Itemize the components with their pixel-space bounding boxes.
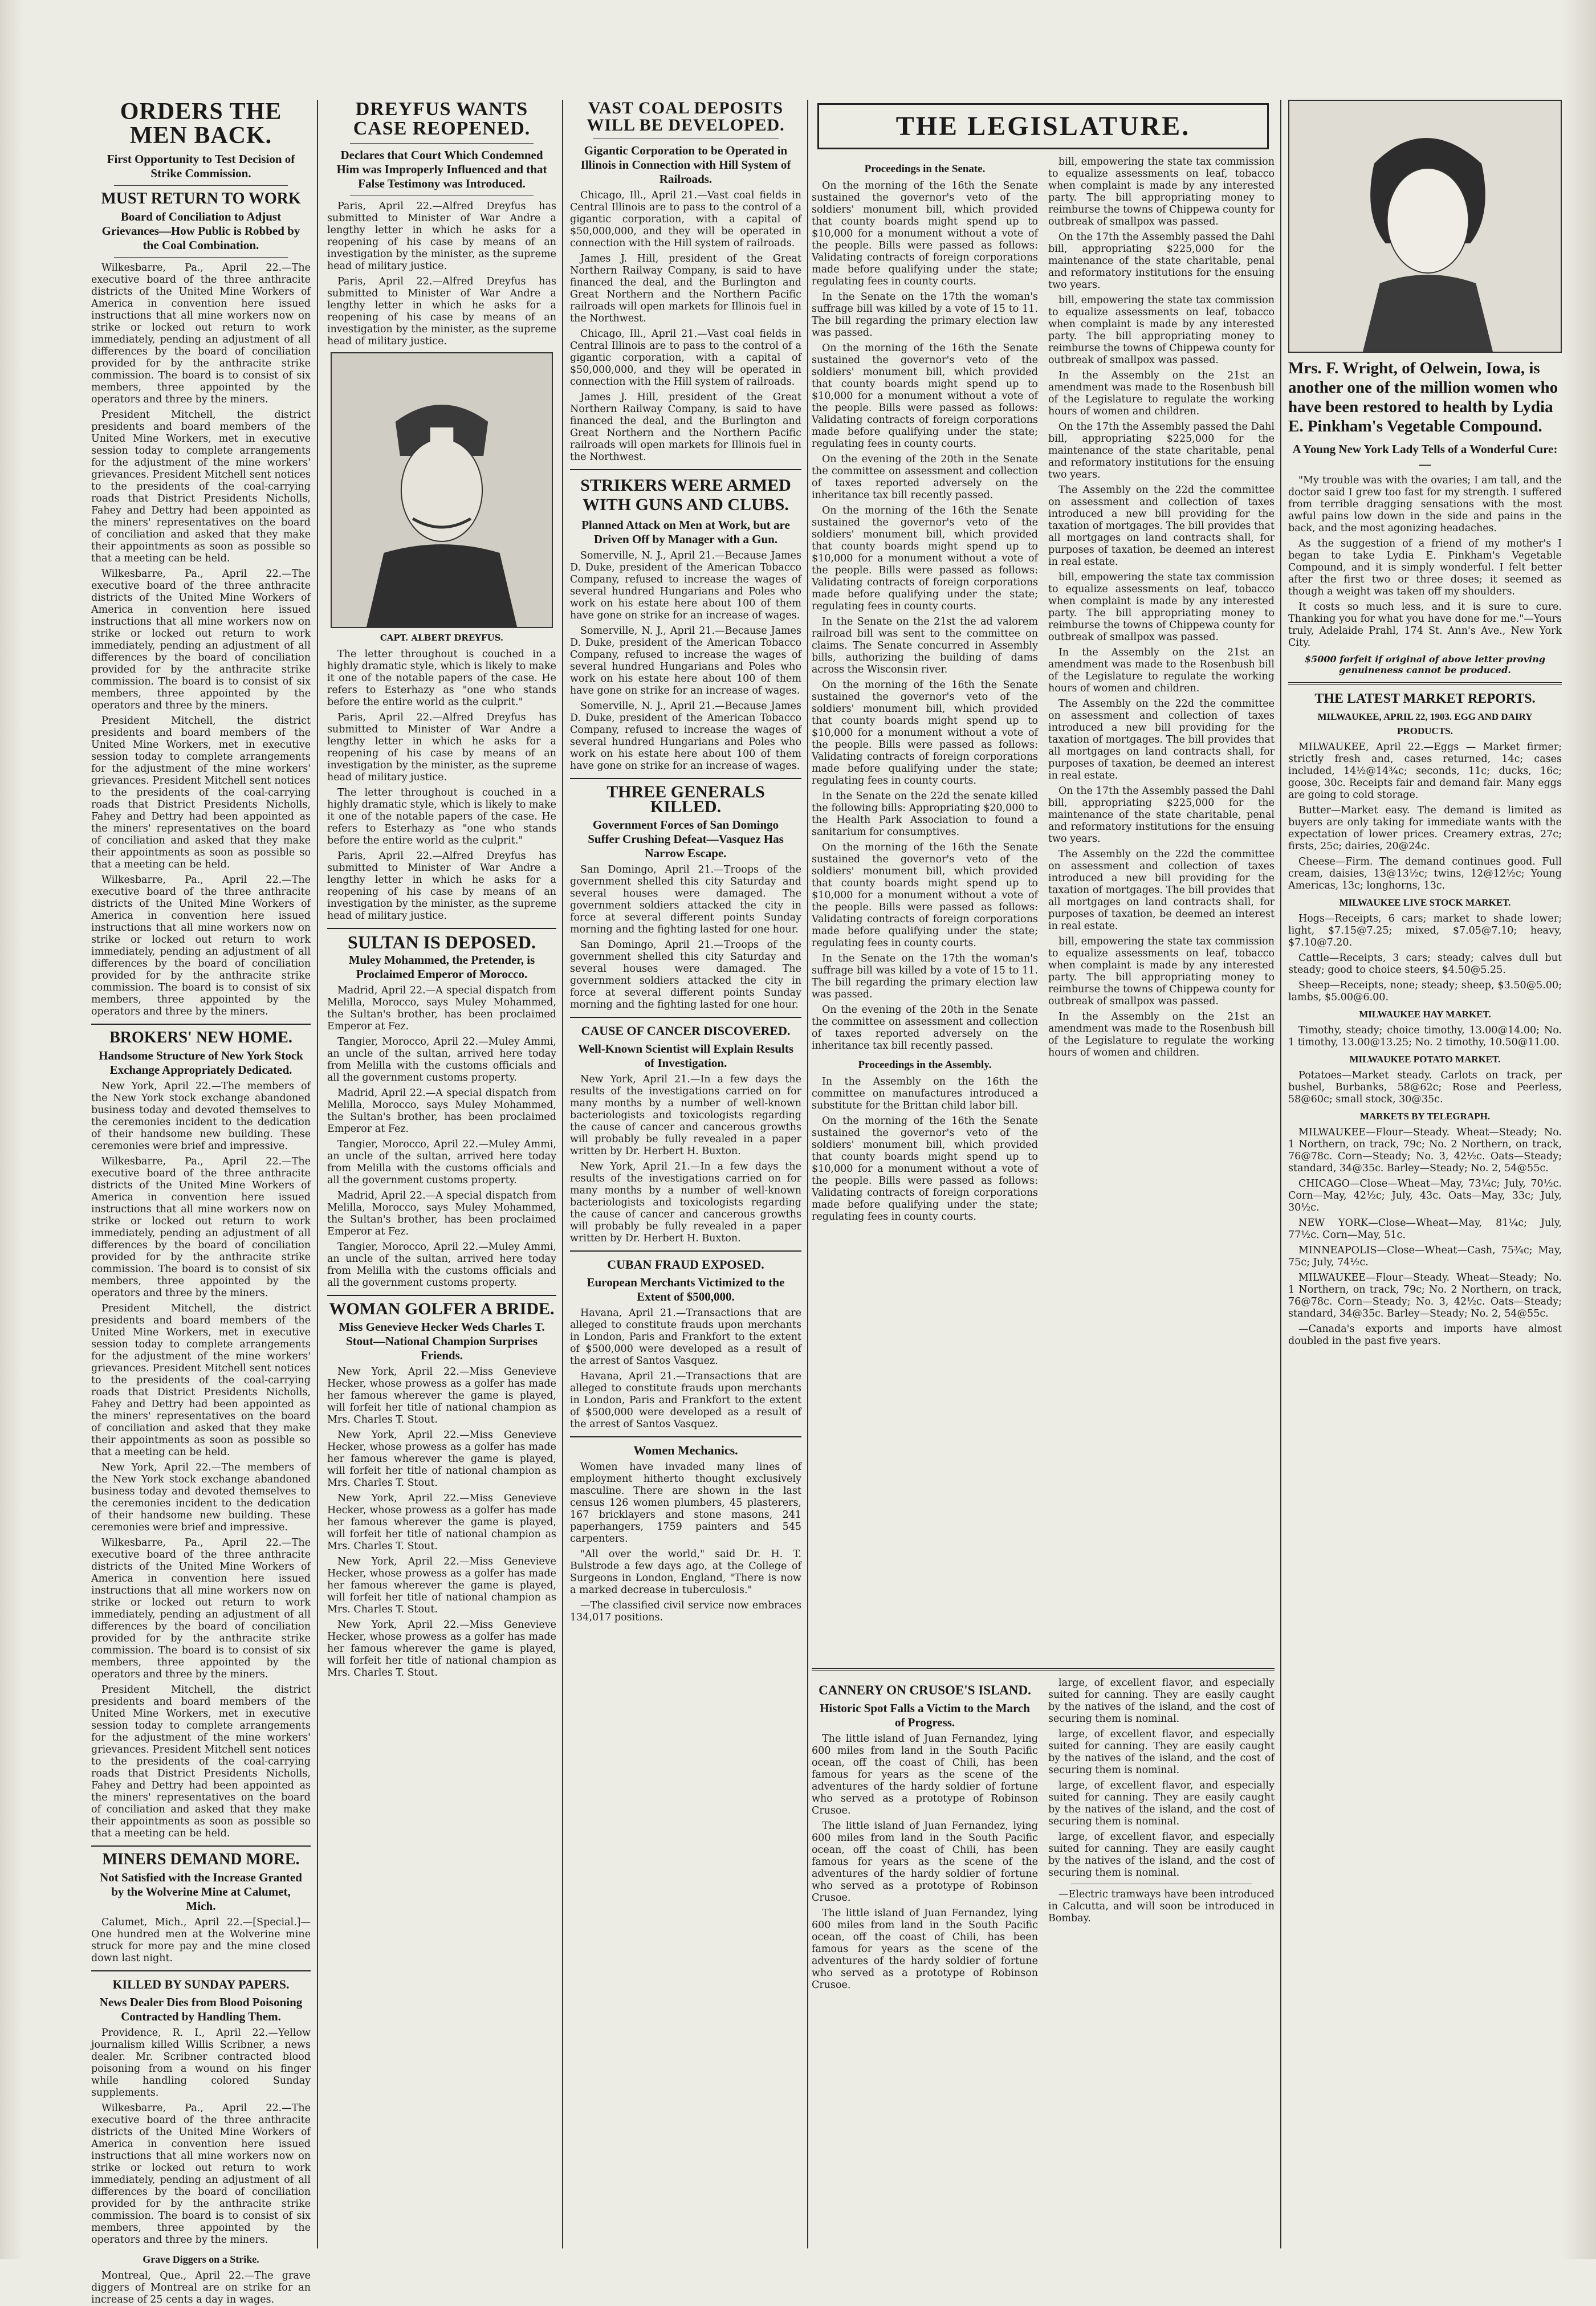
article-text: San Domingo, April 21.—Troops of the government shelled this city Saturday and several houses were damaged. The government soldiers attacked the city in force at several different points Sunday morning and the fighting lasted for one hour. <box>570 939 801 1011</box>
deck: Gigantic Corporation to be Operated in Illinois in Connection with Hill System of Railroads. <box>580 144 791 186</box>
article-text: New York, April 22.—Miss Genevieve Hecker, whose prowess as a golfer has made her famous wherever the game is played, will forfeit her title of national champion as Mrs. Charles T. Stout. <box>327 1619 556 1678</box>
divider <box>570 469 801 470</box>
article-text: Montreal, Que., April 22.—The grave diggers of Montreal are on strike for an increase of 25 cents a day in wages. <box>91 2270 311 2305</box>
article-text: The Assembly on the 22d the committee on assessment and collection of taxes introduced a new bill providing for the taxation of mortgages. The bill provides that all mortgages on land contracts shall, for purposes of taxation, be deemed an interest in real estate. <box>1048 484 1275 568</box>
market-text: Cattle—Receipts, 3 cars; steady; calves dull but steady; good to choice steers, $4.50@5.25. <box>1288 952 1562 976</box>
article-text: President Mitchell, the district presidents and board members of the United Mine Workers, met in executive session today to complete arrangements for the adjustment of the mine workers' grievances. President Mitchell sent notices to the presidents of the coal-carrying roads that District Presidents Nicholls, Fahey and Dettry had been appointed as the miners' representatives on the board of conciliation and asked that they make their appointments as soon as possible so that a meeting can be held. <box>91 715 311 870</box>
deck: MILWAUKEE, APRIL 22, 1903. EGG AND DAIRY PRODUCTS. <box>1317 711 1533 736</box>
subhead: WOMAN GOLFER A BRIDE. <box>329 1299 555 1318</box>
divider <box>570 1436 801 1437</box>
deck: Handsome Structure of New York Stock Exchange Appropriately Dedicated. <box>99 1049 303 1077</box>
article-text: Wilkesbarre, Pa., April 22.—The executive board of the three anthracite districts of the United Mine Workers of America in convention here issued instructions that all mine workers now on strike or locked out return to work immediately, pending an adjustment of all differences by the board of conciliation provided for by the anthracite strike commission. The board is to consist of six members, three appointed by the operators and three by the miners. <box>91 874 311 1017</box>
article-text: In the Assembly on the 21st an amendment was made to the Rosenbush bill of the Legislature to regulate the working hours of women and children. <box>1048 647 1275 694</box>
column-rule <box>562 100 563 2248</box>
headline-dreyfus: DREYFUS WANTS CASE REOPENED. <box>353 99 531 139</box>
article-text: Tangier, Morocco, April 22.—Muley Ammi, an uncle of the sultan, arrived here today from Melilla with the customs officials and all the government customs property. <box>327 1139 556 1186</box>
market-text: NEW YORK—Close—Wheat—May, 81¼c; July, 77½c. Corn—May, 51c. <box>1288 1217 1562 1241</box>
deck: Muley Mohammed, the Pretender, is Proclaimed Emperor of Morocco. <box>348 953 535 981</box>
column-3 <box>570 100 801 2248</box>
column-rule <box>807 100 808 2248</box>
subhead: BROKERS' NEW HOME. <box>109 1029 292 1046</box>
divider <box>91 1024 311 1025</box>
column-rule <box>317 100 318 2248</box>
article-text: On the morning of the 16th the Senate sustained the governor's veto of the soldiers' monument bill, which provided that county boards might spend up to $10,000 for a monument without a vote of the people. Bills were passed as follows: Validating contracts of foreign corporations made before qualifying under the state; regulating fees in county courts. <box>812 1115 1038 1223</box>
article-text: New York, April 22.—Miss Genevieve Hecker, whose prowess as a golfer has made her famous wherever the game is played, will forfeit her title of national champion as Mrs. Charles T. Stout. <box>327 1556 556 1615</box>
divider <box>114 257 288 258</box>
deck: News Dealer Dies from Blood Poisoning Contracted by Handling Them. <box>99 1995 303 2023</box>
headline-legislature: THE LEGISLATURE. <box>895 111 1191 141</box>
market-text: Hogs—Receipts, 6 cars; market to shade lower; light, $7.15@7.25; mixed, $7.05@7.10; heavy, $7.10@7.20. <box>1288 913 1562 948</box>
article-text: On the morning of the 16th the Senate sustained the governor's veto of the soldiers' monument bill, which provided that county boards might spend up to $10,000 for a monument without a vote of the people. Bills were passed as follows: Validating contracts of foreign corporations made before qualifying under the state; regulating fees in county courts. <box>812 505 1038 612</box>
article-text: Somerville, N. J., April 21.—Because James D. Duke, president of the American Tobacco Company, refused to increase the wages of several hundred Hungarians and Poles who work on his estate here about 100 of them have gone on strike for an increase of wages. <box>570 700 801 772</box>
article-text: On the evening of the 20th in the Senate the committee on assessment and collection of taxes reported adversely on the inheritance tax bill recently passed. <box>812 1004 1038 1052</box>
article-text: Wilkesbarre, Pa., April 22.—The executive board of the three anthracite districts of the United Mine Workers of America in convention here issued instructions that all mine workers now on strike or locked out return to work immediately, pending an adjustment of all differences by the board of conciliation provided for by the anthracite strike commission. The board is to consist of six members, three appointed by the operators and three by the miners. <box>91 1156 311 1299</box>
dreyfus-portrait <box>331 352 553 628</box>
article-text: New York, April 21.—In a few days the results of the investigations carried on for many months by a number of well-known bacteriologists and toxicologists regarding the cause of cancer and cancerous growths will probably be fully revealed in a paper written by Dr. Herbert H. Buxton. <box>570 1161 801 1244</box>
article-text: Havana, April 21.—Transactions that are alleged to constitute frauds upon merchants in London, Paris and Frankfort to the extent of $500,000 were developed as a result of the arrest of Santos Vasquez. <box>570 1307 801 1367</box>
divider <box>570 778 801 779</box>
article-text: Calumet, Mich., April 22.—[Special.]—One hundred men at the Wolverine mine struck for more pay and the mine closed down last night. <box>91 1917 311 1964</box>
ad-text: It costs so much less, and it is sure to cure. Thanking you for what you have done for me."—Yours truly, Adelaide Prahl, 174 St. Ann's Ave., New York City. <box>1288 601 1562 649</box>
article-text: In the Assembly on the 21st an amendment was made to the Rosenbush bill of the Legislature to regulate the working hours of women and children. <box>1048 370 1275 417</box>
subhead: MINERS DEMAND MORE. <box>102 1851 300 1868</box>
article-text: The little island of Juan Fernandez, lying 600 miles from land in the South Pacific ocean, off the coast of Chili, has been famous for years as the scene of the adventures of the hardy soldier of fortune who served as a prototype of Robinson Crusoe. <box>812 1733 1038 1816</box>
article-text: The letter throughout is couched in a highly dramatic style, which is likely to make it one of the notable papers of the case. He refers to Esterhazy as "one who stands before the entire world as the culprit." <box>327 787 556 846</box>
article-text: Wilkesbarre, Pa., April 22.—The executive board of the three anthracite districts of the United Mine Workers of America in convention here issued instructions that all mine workers now on strike or locked out return to work immediately, pending an adjustment of all differences by the board of conciliation provided for by the anthracite strike commission. The board is to consist of six members, three appointed by the operators and three by the miners. <box>91 262 311 405</box>
market-text: Sheep—Receipts, none; steady; sheep, $3.50@5.00; lambs, $5.00@6.00. <box>1288 980 1562 1003</box>
article-text: In the Senate on the 17th the woman's suffrage bill was killed by a vote of 15 to 11. The bill regarding the primary election law was passed. <box>812 953 1038 1000</box>
article-text: large, of excellent flavor, and especially suited for canning. They are easily caught by the natives of the island, and the cost of securing them is nominal. <box>1048 1780 1275 1827</box>
article-text: The Assembly on the 22d the committee on assessment and collection of taxes introduced a new bill providing for the taxation of mortgages. The bill provides that all mortgages on land contracts shall, for purposes of taxation, be deemed an interest in real estate. <box>1048 849 1275 932</box>
subhead: KILLED BY SUNDAY PAPERS. <box>112 1977 290 1991</box>
divider <box>593 138 779 139</box>
legislature-right <box>1048 156 1275 1227</box>
legislature-left <box>812 156 1038 1227</box>
column-2 <box>327 100 556 2248</box>
divider <box>91 1845 311 1847</box>
article-text: The little island of Juan Fernandez, lying 600 miles from land in the South Pacific ocean, off the coast of Chili, has been famous for years as the scene of the adventures of the hardy soldier of fortune who served as a prototype of Robinson Crusoe. <box>812 1820 1038 1904</box>
headline-coal-deposits: VAST COAL DEPOSITS WILL BE DEVELOPED. <box>587 99 785 135</box>
headline-orders-men-back: ORDERS THE MEN BACK. <box>120 99 282 149</box>
divider <box>114 185 288 186</box>
market-text: MILWAUKEE, April 22.—Eggs — Market firmer; strictly fresh and, cases returned, 14c; cases included, 14½@14¾c; seconds, 11c; ducks, 16c; goose, 30c. Receipts fair and demand fair. Many eggs are going to cold storage. <box>1288 741 1562 801</box>
portrait-engraving-icon <box>332 353 552 627</box>
ad-subhead: A Young New York Lady Tells of a Wonderful Cure:— <box>1292 442 1558 471</box>
article-text: On the morning of the 16th the Senate sustained the governor's veto of the soldiers' monument bill, which provided that county boards might spend up to $10,000 for a monument without a vote of the people. Bills were passed as follows: Validating contracts of foreign corporations made before qualifying under the state; regulating fees in county courts. <box>812 679 1038 787</box>
article-text: Chicago, Ill., April 21.—Vast coal fields in Central Illinois are to pass to the control of a gigantic corporation, with a capital of $50,000,000, and they will be operated in connection with the Hill system of railroads. <box>570 190 801 249</box>
market-text: MINNEAPOLIS—Close—Wheat—Cash, 75¾c; May, 75c; July, 74½c. <box>1288 1245 1562 1268</box>
article-text: "All over the world," said Dr. H. T. Bulstrode a few days ago, at the College of Surgeons in London, England, "There is now a marked decrease in tuberculosis." <box>570 1549 801 1596</box>
deck: MARKETS BY TELEGRAPH. <box>1359 1111 1491 1122</box>
article-text: large, of excellent flavor, and especially suited for canning. They are easily caught by the natives of the island, and the cost of securing them is nominal. <box>1048 1677 1275 1725</box>
article-text: On the morning of the 16th the Senate sustained the governor's veto of the soldiers' monument bill, which provided that county boards might spend up to $10,000 for a monument without a vote of the people. Bills were passed as follows: Validating contracts of foreign corporations made before qualifying under the state; regulating fees in county courts. <box>812 842 1038 949</box>
article-text: Women have invaded many lines of employment hitherto thought exclusively masculine. There are shown in the last census 126 women plumbers, 45 plasterers, 167 bricklayers and stone masons, 241 paperhangers, 1759 painters and 545 carpenters. <box>570 1461 801 1545</box>
deck: MILWAUKEE POTATO MARKET. <box>1349 1054 1501 1065</box>
article-text: New York, April 21.—In a few days the results of the investigations carried on for many months by a number of well-known bacteriologists and toxicologists regarding the cause of cancer and cancerous growths will probably be fully revealed in a paper written by Dr. Herbert H. Buxton. <box>570 1074 801 1157</box>
article-text: The letter throughout is couched in a highly dramatic style, which is likely to make it one of the notable papers of the case. He refers to Esterhazy as "one who stands before the entire world as the culprit." <box>327 649 556 708</box>
article-text: —Electric tramways have been introduced in Calcutta, and will soon be introduced in Bombay. <box>1048 1889 1275 1924</box>
article-text: In the Senate on the 17th the woman's suffrage bill was killed by a vote of 15 to 11. The bill regarding the primary election law was passed. <box>812 291 1038 339</box>
deck: Historic Spot Falls a Victim to the March of Progress. <box>820 1701 1030 1729</box>
article-text: San Domingo, April 21.—Troops of the government shelled this city Saturday and several houses were damaged. The government soldiers attacked the city in force at several different points Sunday morning and the fighting lasted for one hour. <box>570 864 801 935</box>
ad-portrait <box>1288 100 1562 353</box>
deck: Government Forces of San Domingo Suffer Crushing Defeat—Vasquez Has Narrow Escape. <box>588 818 784 860</box>
article-text: In the Assembly on the 21st an amendment was made to the Rosenbush bill of the Legislature to regulate the working hours of women and children. <box>1048 1011 1275 1058</box>
subhead: STRIKERS WERE ARMED WITH GUNS AND CLUBS. <box>580 476 791 514</box>
article-text: Wilkesbarre, Pa., April 22.—The executive board of the three anthracite districts of the United Mine Workers of America in convention here issued instructions that all mine workers now on strike or locked out return to work immediately, pending an adjustment of all differences by the board of conciliation provided for by the anthracite strike commission. The board is to consist of six members, three appointed by the operators and three by the miners. <box>91 568 311 711</box>
article-text: On the 17th the Assembly passed the Dahl bill, appropriating $225,000 for the maintenance of the state charitable, penal and reformatory institutions for the ensuing two years. <box>1048 785 1275 845</box>
market-text: Butter—Market easy. The demand is limited as buyers are only taking for immediate wants with the expectation of lower prices. Creamery extras, 27c; firsts, 25c; dairies, 20@24c. <box>1288 805 1562 852</box>
article-text: James J. Hill, president of the Great Northern Railway Company, is said to have financed the deal, and the Burlington and Great Northern and the Northern Pacific railroads will open markets for Illinois fuel in the Northwest. <box>570 392 801 463</box>
divider <box>570 1250 801 1252</box>
divider <box>1288 682 1562 685</box>
deck: MILWAUKEE LIVE STOCK MARKET. <box>1339 897 1511 908</box>
article-text: large, of excellent flavor, and especially suited for canning. They are easily caught by the natives of the island, and the cost of securing them is nominal. <box>1048 1831 1275 1879</box>
article-text: large, of excellent flavor, and especially suited for canning. They are easily caught by the natives of the island, and the cost of securing them is nominal. <box>1048 1729 1275 1776</box>
article-text: Chicago, Ill., April 21.—Vast coal fields in Central Illinois are to pass to the control of a gigantic corporation, with a capital of $50,000,000, and they will be operated in connection with the Hill system of railroads. <box>570 328 801 388</box>
subhead: Proceedings in the Senate. <box>864 163 986 175</box>
column-1 <box>91 99 311 2305</box>
ad-forfeit-notice: $5000 forfeit if original of above letter proving genuineness cannot be produced. <box>1304 654 1546 675</box>
deck: Miss Genevieve Hecker Weds Charles T. Stout—National Champion Surprises Friends. <box>339 1320 545 1362</box>
market-text: Potatoes—Market steady. Carlots on track, per bushel, Burbanks, 58@62c; Rose and Peerless, 58@60c; small stock, 30@35c. <box>1288 1070 1562 1105</box>
article-text: Paris, April 22.—Alfred Dreyfus has submitted to Minister of War Andre a lengthy letter in which he asks for a reopening of his case by means of an investigation by the minister, as the supreme head of military justice. <box>327 712 556 783</box>
article-text: New York, April 22.—The members of the New York stock exchange abandoned business today and devoted themselves to the ceremonies incident to the dedication of their handsome new building. These ceremonies were brief and impressive. <box>91 1462 311 1533</box>
article-text: —The classified civil service now embraces 134,017 positions. <box>570 1600 801 1623</box>
divider <box>327 1295 556 1296</box>
article-text: President Mitchell, the district presidents and board members of the United Mine Workers, met in executive session today to complete arrangements for the adjustment of the mine workers' grievances. President Mitchell sent notices to the presidents of the coal-carrying roads that District Presidents Nicholls, Fahey and Dettry had been appointed as the miners' representatives on the board of conciliation and asked that they make their appointments as soon as possible so that a meeting can be held. <box>91 409 311 564</box>
article-text: Tangier, Morocco, April 22.—Muley Ammi, an uncle of the sultan, arrived here today from Melilla with the customs officials and all the government customs property. <box>327 1241 556 1289</box>
deck: Planned Attack on Men at Work, but are Driven Off by Manager with a Gun. <box>581 518 790 546</box>
ad-text: "My trouble was with the ovaries; I am tall, and the doctor said I grew too fast for my strength. I suffered from terrible dragging sensations with the most awful pains low down in the side and pains in the back, and the most agonizing headaches. <box>1288 475 1562 534</box>
article-text: New York, April 22.—Miss Genevieve Hecker, whose prowess as a golfer has made her famous wherever the game is played, will forfeit her title of national champion as Mrs. Charles T. Stout. <box>327 1366 556 1425</box>
divider <box>570 1017 801 1018</box>
article-text: On the morning of the 16th the Senate sustained the governor's veto of the soldiers' monument bill, which provided that county boards might spend up to $10,000 for a monument without a vote of the people. Bills were passed as follows: Validating contracts of foreign corporations made before qualifying under the state; regulating fees in county courts. <box>812 180 1038 287</box>
subhead: MUST RETURN TO WORK <box>101 190 301 207</box>
market-text: Timothy, steady; choice timothy, 13.00@14.00; No. 1 timothy, 13.00@13.25; No. 2 timothy, 10.50@11.00. <box>1288 1025 1562 1048</box>
article-text: Paris, April 22.—Alfred Dreyfus has submitted to Minister of War Andre a lengthy letter in which he asks for a reopening of his case by means of an investigation by the minister, as the supreme head of military justice. <box>327 201 556 272</box>
article-text: Providence, R. I., April 22.—Yellow journalism killed Willis Scribner, a news dealer. Mr. Scribner contracted blood poisoning from a wound on his finger while handling colored Sunday supplements. <box>91 2027 311 2099</box>
article-text: Madrid, April 22.—A special dispatch from Melilla, Morocco, says Muley Mohammed, the Sultan's brother, has been proclaimed Emperor at Fez. <box>327 985 556 1032</box>
article-text: New York, April 22.—Miss Genevieve Hecker, whose prowess as a golfer has made her famous wherever the game is played, will forfeit her title of national champion as Mrs. Charles T. Stout. <box>327 1429 556 1489</box>
article-text: On the 17th the Assembly passed the Dahl bill, appropriating $225,000 for the maintenance of the state charitable, penal and reformatory institutions for the ensuing two years. <box>1048 421 1275 480</box>
market-text: CHICAGO—Close—Wheat—May, 73¼c; July, 70½c. Corn—May, 42½c; July, 43c. Oats—May, 33c; July, 30½c. <box>1288 1178 1562 1213</box>
subhead: Women Mechanics. <box>633 1443 738 1457</box>
market-text: MILWAUKEE—Flour—Steady. Wheat—Steady; No. 1 Northern, on track, 79c; No. 2 Northern, on track, 76@78c. Corn—Steady; No. 3, 42½c. Oats—Steady; standard, 34@35c. Barley—Steady; No. 2, 54@55c. <box>1288 1272 1562 1319</box>
divider <box>327 928 556 929</box>
article-text: Somerville, N. J., April 21.—Because James D. Duke, president of the American Tobacco Company, refused to increase the wages of several hundred Hungarians and Poles who work on his estate here about 100 of them have gone on strike for an increase of wages. <box>570 550 801 621</box>
divider <box>91 1970 311 1971</box>
article-text: Paris, April 22.—Alfred Dreyfus has submitted to Minister of War Andre a lengthy letter in which he asks for a reopening of his case by means of an investigation by the minister, as the supreme head of military justice. <box>327 850 556 922</box>
market-text: MILWAUKEE—Flour—Steady. Wheat—Steady; No. 1 Northern, on track, 79c; No. 2 Northern, on track, 76@78c. Corn—Steady; No. 3, 42½c. Oats—Steady; standard, 34@35c. Barley—Steady; No. 2, 54@55c. <box>1288 1127 1562 1174</box>
deck: Declares that Court Which Condemned Him was Improperly Influenced and that False Testimony was Introduced. <box>336 148 547 190</box>
subhead: CANNERY ON CRUSOE'S ISLAND. <box>819 1683 1031 1697</box>
ad-text: As the suggestion of a friend of my mother's I began to take Lydia E. Pinkham's Vegetable Compound, and it is simply wonderful. I felt better after the first two or three doses; it seemed as though a weight was taken off my shoulders. <box>1288 538 1562 597</box>
markets-headline: THE LATEST MARKET REPORTS. <box>1314 691 1536 706</box>
article-text: On the morning of the 16th the Senate sustained the governor's veto of the soldiers' monument bill, which provided that county boards might spend up to $10,000 for a monument without a vote of the people. Bills were passed as follows: Validating contracts of foreign corporations made before qualifying under the state; regulating fees in county courts. <box>812 343 1038 450</box>
article-text: Madrid, April 22.—A special dispatch from Melilla, Morocco, says Muley Mohammed, the Sultan's brother, has been proclaimed Emperor at Fez. <box>327 1087 556 1135</box>
deck: European Merchants Victimized to the Extent of $500,000. <box>587 1276 785 1303</box>
subhead: Grave Diggers on a Strike. <box>142 2254 259 2265</box>
subhead: SULTAN IS DEPOSED. <box>348 932 536 952</box>
legislature-headline-box <box>817 103 1269 149</box>
article-text: bill, empowering the state tax commission to equalize assessments on leaf, tobacco when complaint is made by any interested party. The bill appropriating money to reimburse the towns of Chippewa county for outbreak of smallpox was passed. <box>1048 936 1275 1007</box>
cannery-columns <box>812 1677 1275 1995</box>
legislature-columns <box>812 156 1275 1227</box>
article-text: The little island of Juan Fernandez, lying 600 miles from land in the South Pacific ocean, off the coast of Chili, has been famous for years as the scene of the adventures of the hardy soldier of fortune who served as a prototype of Robinson Crusoe. <box>812 1908 1038 1991</box>
market-text: —Canada's exports and imports have almost doubled in the past five years. <box>1288 1323 1562 1347</box>
column-6 <box>1288 100 1562 2248</box>
ad-lead: Mrs. F. Wright, of Oelwein, Iowa, is another one of the million women who have been restored to health by Lydia E. Pinkham's Vegetable Compound. <box>1288 359 1558 435</box>
article-text: In the Assembly on the 16th the committee on manufactures introduced a substitute for the Brittan child labor bill. <box>812 1076 1038 1111</box>
article-text: President Mitchell, the district presidents and board members of the United Mine Workers, met in executive session today to complete arrangements for the adjustment of the mine workers' grievances. President Mitchell sent notices to the presidents of the coal-carrying roads that District Presidents Nicholls, Fahey and Dettry had been appointed as the miners' representatives on the board of conciliation and asked that they make their appointments as soon as possible so that a meeting can be held. <box>91 1303 311 1458</box>
deck: Board of Conciliation to Adjust Grievances—How Public is Robbed by the Coal Combination. <box>101 210 300 252</box>
divider <box>812 1668 1275 1671</box>
article-text: Wilkesbarre, Pa., April 22.—The executive board of the three anthracite districts of the United Mine Workers of America in convention here issued instructions that all mine workers now on strike or locked out return to work immediately, pending an adjustment of all differences by the board of conciliation provided for by the anthracite strike commission. The board is to consist of six members, three appointed by the operators and three by the miners. <box>91 2103 311 2246</box>
article-text: Tangier, Morocco, April 22.—Muley Ammi, an uncle of the sultan, arrived here today from Melilla with the customs officials and all the government customs property. <box>327 1036 556 1083</box>
deck: First Opportunity to Test Decision of Strike Commission. <box>107 152 295 180</box>
article-text: James J. Hill, president of the Great Northern Railway Company, is said to have financed the deal, and the Burlington and Great Northern and the Northern Pacific railroads will open markets for Illinois fuel in the Northwest. <box>570 253 801 324</box>
article-text: New York, April 22.—The members of the New York stock exchange abandoned business today and devoted themselves to the ceremonies incident to the dedication of their handsome new building. These ceremonies were brief and impressive. <box>91 1081 311 1152</box>
article-text: bill, empowering the state tax commission to equalize assessments on leaf, tobacco when complaint is made by any interested party. The bill appropriating money to reimburse the towns of Chippewa county for outbreak of smallpox was passed. <box>1048 156 1275 227</box>
article-text: Somerville, N. J., April 21.—Because James D. Duke, president of the American Tobacco Company, refused to increase the wages of several hundred Hungarians and Poles who work on his estate here about 100 of them have gone on strike for an increase of wages. <box>570 625 801 696</box>
portrait-caption: CAPT. ALBERT DREYFUS. <box>380 633 504 643</box>
article-text: Wilkesbarre, Pa., April 22.—The executive board of the three anthracite districts of the United Mine Workers of America in convention here issued instructions that all mine workers now on strike or locked out return to work immediately, pending an adjustment of all differences by the board of conciliation provided for by the anthracite strike commission. The board is to consist of six members, three appointed by the operators and three by the miners. <box>91 1537 311 1680</box>
article-text: bill, empowering the state tax commission to equalize assessments on leaf, tobacco when complaint is made by any interested party. The bill appropriating money to reimburse the towns of Chippewa county for outbreak of smallpox was passed. <box>1048 572 1275 643</box>
page-edge-left <box>0 0 23 2259</box>
subhead: Proceedings in the Assembly. <box>858 1059 992 1071</box>
market-text: Cheese—Firm. The demand continues good. Full cream, daisies, 13@13½c; twins, 12@12½c; Young Americas, 13c; longhorns, 13c. <box>1288 856 1562 891</box>
article-text: The Assembly on the 22d the committee on assessment and collection of taxes introduced a new bill providing for the taxation of mortgages. The bill provides that all mortgages on land contracts shall, for purposes of taxation, be deemed an interest in real estate. <box>1048 698 1275 781</box>
article-text: In the Senate on the 22d the senate killed the following bills: Appropriating $20,000 to the Health Park Association to found a sanitarium for consumptives. <box>812 791 1038 838</box>
article-text: Havana, April 21.—Transactions that are alleged to constitute frauds upon merchants in London, Paris and Frankfort to the extent of $500,000 were developed as a result of the arrest of Santos Vasquez. <box>570 1371 801 1430</box>
deck: MILWAUKEE HAY MARKET. <box>1359 1009 1491 1020</box>
deck: Not Satisfied with the Increase Granted by the Wolverine Mine at Calumet, Mich. <box>100 1871 302 1913</box>
subhead: THREE GENERALS KILLED. <box>606 783 765 816</box>
article-text: In the Senate on the 21st the ad valorem railroad bill was sent to the committee on claims. The Senate concurred in Assembly bills, authorizing the building of dams across the Wisconsin river. <box>812 616 1038 675</box>
article-text: bill, empowering the state tax commission to equalize assessments on leaf, tobacco when complaint is made by any interested party. The bill appropriating money to reimburse the towns of Chippewa county for outbreak of smallpox was passed. <box>1048 295 1275 366</box>
article-text: President Mitchell, the district presidents and board members of the United Mine Workers, met in executive session today to complete arrangements for the adjustment of the mine workers' grievances. President Mitchell sent notices to the presidents of the coal-carrying roads that District Presidents Nicholls, Fahey and Dettry had been appointed as the miners' representatives on the board of conciliation and asked that they make their appointments as soon as possible so that a meeting can be held. <box>91 1684 311 1839</box>
page-edge-right <box>1562 0 1596 2259</box>
cannery-right <box>1048 1677 1275 1995</box>
subhead: CAUSE OF CANCER DISCOVERED. <box>581 1024 791 1038</box>
article-text: Paris, April 22.—Alfred Dreyfus has submitted to Minister of War Andre a lengthy letter in which he asks for a reopening of his case by means of an investigation by the minister, as the supreme head of military justice. <box>327 276 556 347</box>
divider <box>350 195 534 196</box>
cannery-section <box>812 1661 1275 2248</box>
article-text: Madrid, April 22.—A special dispatch from Melilla, Morocco, says Muley Mohammed, the Sultan's brother, has been proclaimed Emperor at Fez. <box>327 1190 556 1237</box>
divider <box>350 143 534 144</box>
legislature-section <box>812 100 1275 1656</box>
woman-portrait-icon <box>1289 101 1561 352</box>
article-text: New York, April 22.—Miss Genevieve Hecker, whose prowess as a golfer has made her famous wherever the game is played, will forfeit her title of national champion as Mrs. Charles T. Stout. <box>327 1493 556 1552</box>
column-rule <box>1280 100 1281 2248</box>
subhead: CUBAN FRAUD EXPOSED. <box>607 1257 764 1272</box>
article-text: On the evening of the 20th in the Senate the committee on assessment and collection of taxes reported adversely on the inheritance tax bill recently passed. <box>812 454 1038 501</box>
cannery-left <box>812 1677 1038 1995</box>
deck: Well-Known Scientist will Explain Results of Investigation. <box>577 1042 794 1070</box>
article-text: On the 17th the Assembly passed the Dahl bill, appropriating $225,000 for the maintenance of the state charitable, penal and reformatory institutions for the ensuing two years. <box>1048 231 1275 291</box>
